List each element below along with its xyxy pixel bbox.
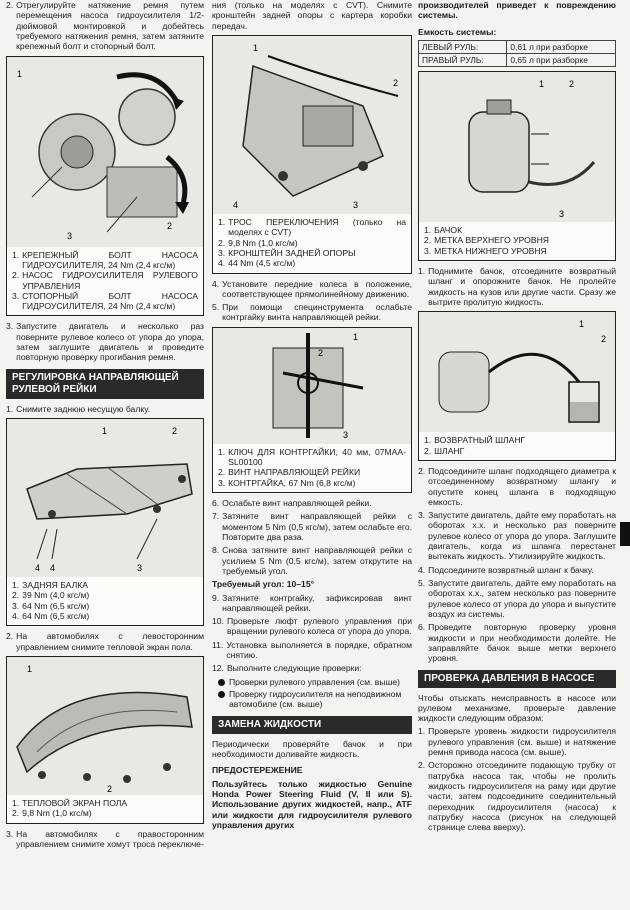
list-item: 6. Проведите повторную проверку уровня жидкости и при необходимости долейте. Не заправляйте бачок выше метки верхнего уровня. (418, 622, 616, 664)
list-item: 5. Запустите двигатель, дайте ему поработать на оборотах х.х., затем несколько раз поверните рулевое колесо от упора до упора и выпустите воздух из системы. (418, 578, 616, 619)
bullet-item: Проверки рулевого управления (см. выше) (218, 677, 412, 687)
paragraph: Периодически проверяйте бачок и при необходимости доливайте жидкость. (212, 738, 412, 759)
capacity-table (418, 40, 616, 67)
legend-item: 64 Nm (6,5 кгс/м) (22, 600, 90, 611)
bullet-item: Проверку гидроусилителя на неподвижном автомобиле (см. выше) (218, 689, 412, 710)
pump-illustration (7, 57, 203, 247)
legend-item: КРОНШТЕЙН ЗАДНЕЙ ОПОРЫ (228, 247, 356, 258)
chapter-tab-marker (620, 522, 630, 546)
item-text: При помощи специнструмента ослабьте контргайку винта направляющей рейки. (222, 302, 412, 323)
figure-legend: 1. ЗАДНЯЯ БАЛКА 2. 39 Nm (4,0 кгс/м) 3. 64 Nm (6,5 кгс/м) 4. 64 Nm (6,5 кгс/м) (7, 577, 203, 625)
list-item: 2. Подсоедините шланг подходящего диаметра к отсоединенному возвратному шлангу и опустите конец шланга в подходящую емкость. (418, 465, 616, 507)
callout-1: 1 (253, 42, 259, 53)
list-item: 4. Установите передние колеса в положение, соответствующее прямолинейному движению. (212, 278, 412, 299)
item-text: Установите передние колеса в положение, соответствующее прямолинейному движению. (222, 278, 412, 299)
section-heading: РЕГУЛИРОВКА НАПРАВЛЯЮЩЕЙ РУЛЕВОЙ РЕЙКИ (6, 369, 204, 399)
legend-item: СТОПОРНЫЙ БОЛТ НАСОСА ГИДРОУСИЛИТЕЛЯ, 24 Nm (2,4 кгс/м) (22, 290, 198, 312)
list-item: 7. Затяните винт направляющей рейки с моментом 5 Nm (0,5 кгс/м), затем ослабьте его. Повторите два раза. (212, 511, 412, 542)
list-item: 11. Установка выполняется в порядке, обратном снятию. (212, 639, 412, 661)
figure-legend: 1. БАЧОК 2. МЕТКА ВЕРХНЕГО УРОВНЯ 3. МЕТКА НИЖНЕГО УРОВНЯ (419, 222, 615, 260)
callout-2: 2 (601, 334, 607, 345)
callout-4b: 4 (50, 563, 56, 573)
warning-title: ПРЕДОСТЕРЕЖЕНИЕ (212, 765, 303, 776)
column-middle (212, 0, 412, 833)
list-item: 3. Запустите двигатель, дайте ему поработать на оборотах х.х. и несколько раз поверните рулевое колесо от упора до упора. Заглушите двигатель, когда из шланга перестанет вытекать жидкость. Утилизируйте жидкость. (418, 510, 616, 562)
list-item: 9. Затяните контргайку, зафиксировав винт направляющей рейки. (212, 592, 412, 613)
return-hose-illustration (419, 312, 615, 432)
callout-2: 2 (318, 347, 324, 358)
callout-4: 4 (35, 563, 41, 573)
warning-text: Пользуйтесь только жидкостью Genuine Honda Power Steering Fluid (V, II или S). Использование других жидкостей, напр., ATF или жидкости для гидроусилителя рулевого управления других (212, 778, 412, 830)
legend-item: БАЧОК (434, 225, 463, 236)
callout-2: 2 (172, 426, 178, 436)
callout-3: 3 (559, 209, 565, 220)
callout-3: 3 (137, 563, 143, 573)
item-text: Запустите двигатель и несколько раз поверните рулевое колесо от упора до упора, затем заглушите двигатель и проведите повторную проверку прогибания ремня. (16, 321, 204, 363)
callout-1: 1 (102, 426, 108, 436)
figure-legend: 1. КРЕПЕЖНЫЙ БОЛТ НАСОСА ГИДРОУСИЛИТЕЛЯ, 24 Nm (2,4 кгс/м) 2. НАСОС ГИДРОУСИЛИТЕЛЯ РУЛЕВОГО УПРАВЛЕНИЯ 3. СТОПОРНЫЙ БОЛТ НАСОСА ГИДРОУСИЛИТЕЛЯ, 24 Nm (2,4 кгс/м) (12, 249, 198, 312)
item-text: На автомобилях с левосторонним управлением снимите тепловой экран пола. (16, 631, 204, 652)
legend-item: ВИНТ НАПРАВЛЯЮЩЕЙ РЕЙКИ (228, 467, 361, 478)
bullet-icon (218, 691, 225, 698)
list-item: 3. На автомобилях с правосторонним управлением снимите хомут троса переключе- (6, 828, 204, 849)
callout-2: 2 (569, 79, 575, 90)
paragraph: ния (только на моделях с CVT). Снимите кронштейн задней опоры с картера коробки передач. (212, 0, 412, 31)
list-item: 3. Запустите двигатель и несколько раз поверните рулевое колесо от упора до упора, затем заглушите двигатель и проведите повторную проверку прогибания ремня. (6, 321, 204, 363)
figure-legend: 1. ТЕПЛОВОЙ ЭКРАН ПОЛА 2. 9,8 Nm (1,0 кгс/м) (7, 795, 203, 823)
legend-item: 39 Nm (4,0 кгс/м) (22, 590, 90, 601)
legend-item: ТРОС ПЕРЕКЛЮЧЕНИЯ (только на моделях с CVT) (228, 216, 406, 238)
section-heading: ЗАМЕНА ЖИДКОСТИ (212, 716, 412, 734)
callout-1: 1 (27, 663, 33, 674)
legend-item: ШЛАНГ (434, 445, 465, 456)
figure-locknut-wrench (212, 327, 412, 493)
figure-heat-shield (6, 656, 204, 824)
figure-legend: 1. КЛЮЧ ДЛЯ КОНТРГАЙКИ, 40 мм, 07MAA-SL00100 2. ВИНТ НАПРАВЛЯЮЩЕЙ РЕЙКИ 3. КОНТРГАЙКА, 67 Nm (6,8 кгс/м) (218, 446, 406, 488)
callout-1: 1 (17, 68, 23, 79)
item-text: Поднимите бачок, отсоедините возвратный шланг и опорожните бачок. Не пролейте жидкость на кузов или другие части. Сразу же вытрите пролитую жидкость. (428, 266, 616, 307)
list-item: 4. Подсоедините возвратный шланг к бачку. (418, 564, 594, 575)
callout-3: 3 (343, 429, 349, 440)
column-right (418, 0, 616, 836)
list-item: 2. Осторожно отсоедините подающую трубку от патрубка насоса так, чтобы не пролить жидкость гидроусилителя на раму иди другие части, затем подсоедините соединительный переходник гидроусилителя (насоса) к патрубку насоса (рисунок на следующей странице слева вверху). (418, 760, 616, 833)
callout-1: 1 (579, 319, 585, 330)
locknut-illustration (213, 328, 411, 444)
figure-rear-beam (6, 418, 204, 626)
legend-item: 9,8 Nm (1,0 кгс/м) (228, 237, 298, 248)
shift-cable-illustration (213, 36, 411, 214)
paragraph: Чтобы отыскать неисправность в насосе или рулевом механизме, проверьте давление жидкости следующим образом: (418, 692, 616, 724)
item-number: 2. (6, 0, 14, 10)
paragraph: производителей приведет к повреждению системы. (418, 0, 616, 21)
list-item: 12. Выполните следующие проверки: (212, 663, 362, 674)
callout-4: 4 (233, 199, 239, 210)
list-item (6, 0, 204, 52)
capacity-title: Емкость системы: (418, 26, 497, 37)
list-item: 8. Снова затяните винт направляющей рейки с усилием 5 Nm (0,5 кгс/м), затем открутите на требуемый угол. (212, 545, 412, 576)
list-item: 2. На автомобилях с левосторонним управлением снимите тепловой экран пола. (6, 631, 204, 652)
figure-legend: 1. ТРОС ПЕРЕКЛЮЧЕНИЯ (только на моделях с CVT) 2. 9,8 Nm (1,0 кгс/м) 3. КРОНШТЕЙН ЗАДНЕЙ ОПОРЫ 4. 44 Nm (4,5 кгс/м) (218, 216, 406, 269)
required-angle: Требуемый угол: 10–15° (212, 579, 315, 590)
callout-1: 1 (353, 331, 359, 342)
list-item: 1. Снимите заднюю несущую балку. (6, 404, 204, 414)
callout-3: 3 (67, 230, 73, 241)
item-text: На автомобилях с правосторонним управлением снимите хомут троса переключе- (16, 828, 204, 849)
figure-shift-cable (212, 35, 412, 274)
item-text: Снимите заднюю несущую балку. (16, 403, 151, 414)
legend-item: КОНТРГАЙКА, 67 Nm (6,8 кгс/м) (228, 477, 356, 488)
item-text: Отрегулируйте натяжение ремня путем перемещения насоса гидроусилителя 1/2-дюймовой монтировкой и добейтесь требуемого натяжения ремня, затем затяните крепежный болт и стопорный болт. (16, 0, 204, 52)
reservoir-illustration (419, 72, 615, 222)
legend-item: 64 Nm (6,5 кгс/м) (22, 610, 90, 621)
figure-pump-belt (6, 56, 204, 317)
legend-item: МЕТКА ВЕРХНЕГО УРОВНЯ (434, 235, 549, 246)
callout-2: 2 (167, 220, 173, 231)
section-heading: ПРОВЕРКА ДАВЛЕНИЯ В НАСОСЕ (418, 670, 616, 688)
legend-item: ЗАДНЯЯ БАЛКА (22, 580, 88, 590)
column-left (6, 0, 204, 852)
list-item: 1. Проверьте уровень жидкости гидроусилителя рулевого управления (см. выше) и натяжение ремня привода насоса (см. выше). (418, 726, 616, 758)
callout-1: 1 (539, 79, 545, 90)
legend-item: МЕТКА НИЖНЕГО УРОВНЯ (434, 245, 547, 256)
legend-item: КЛЮЧ ДЛЯ КОНТРГАЙКИ, 40 мм, 07MAA-SL00100 (228, 446, 406, 468)
list-item: 6. Ослабьте винт направляющей рейки. (212, 498, 372, 508)
legend-item: ВОЗВРАТНЫЙ ШЛАНГ (434, 435, 526, 446)
rear-beam-illustration (7, 419, 203, 577)
figure-reservoir (418, 71, 616, 261)
legend-item: НАСОС ГИДРОУСИЛИТЕЛЯ РУЛЕВОГО УПРАВЛЕНИЯ (22, 270, 198, 291)
legend-item: 9,8 Nm (1,0 кгс/м) (22, 808, 92, 819)
legend-item: ТЕПЛОВОЙ ЭКРАН ПОЛА (22, 797, 128, 808)
bullet-icon (218, 679, 225, 686)
list-item: 10. Проверьте люфт рулевого управления при вращении рулевого колеса от упора до упора. (212, 616, 412, 637)
figure-return-hose (418, 311, 616, 461)
legend-item: КРЕПЕЖНЫЙ БОЛТ НАСОСА ГИДРОУСИЛИТЕЛЯ, 24 Nm (2,4 кгс/м) (22, 249, 198, 270)
callout-2: 2 (107, 783, 113, 794)
callout-3: 3 (353, 199, 359, 210)
legend-item: 44 Nm (4,5 кгс/м) (228, 258, 296, 269)
table-row: ПРАВЫЙ РУЛЬ: 0,65 л при разборке (419, 54, 616, 67)
callout-2: 2 (393, 77, 399, 88)
list-item: 5. При помощи специнструмента ослабьте контргайку винта направляющей рейки. (212, 302, 412, 323)
list-item: 1. Поднимите бачок, отсоедините возвратный шланг и опорожните бачок. Не пролейте жидкость на кузов или другие части. Сразу же вытрите пролитую жидкость. (418, 266, 616, 307)
heat-shield-illustration (7, 657, 203, 795)
table-row: ЛЕВЫЙ РУЛЬ: 0,61 л при разборке (419, 40, 616, 53)
figure-legend: 1. ВОЗВРАТНЫЙ ШЛАНГ 2. ШЛАНГ (419, 432, 615, 460)
